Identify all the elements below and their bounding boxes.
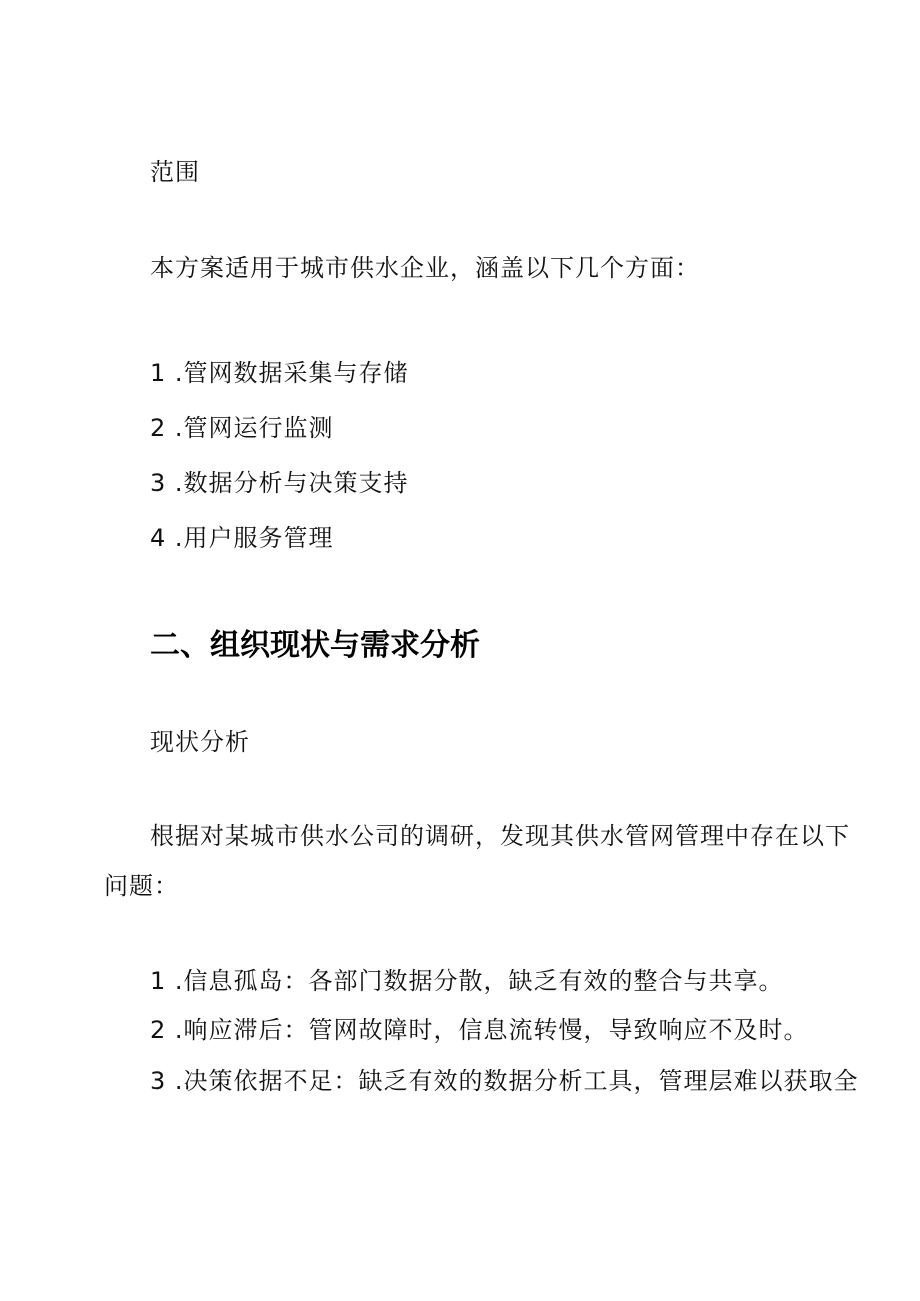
scope-intro: 本方案适用于城市供水企业，涵盖以下几个方面： xyxy=(150,254,700,282)
scope-item: 2 .管网运行监测 xyxy=(150,414,334,442)
scope-title: 范围 xyxy=(150,158,200,186)
problem-item: 1 .信息孤岛：各部门数据分散，缺乏有效的整合与共享。 xyxy=(150,967,784,995)
paragraph-line: 根据对某城市供水公司的调研，发现其供水管网管理中存在以下 xyxy=(150,822,850,850)
scope-item: 1 .管网数据采集与存储 xyxy=(150,359,409,387)
section-heading: 二、组织现状与需求分析 xyxy=(150,628,480,663)
subsection-title: 现状分析 xyxy=(150,728,250,756)
scope-item: 4 .用户服务管理 xyxy=(150,524,334,552)
problem-item: 3 .决策依据不足：缺乏有效的数据分析工具，管理层难以获取全 xyxy=(150,1067,859,1095)
problem-item: 2 .响应滞后：管网故障时，信息流转慢，导致响应不及时。 xyxy=(150,1016,809,1044)
paragraph-line: 问题： xyxy=(104,872,179,900)
scope-item: 3 .数据分析与决策支持 xyxy=(150,469,409,497)
